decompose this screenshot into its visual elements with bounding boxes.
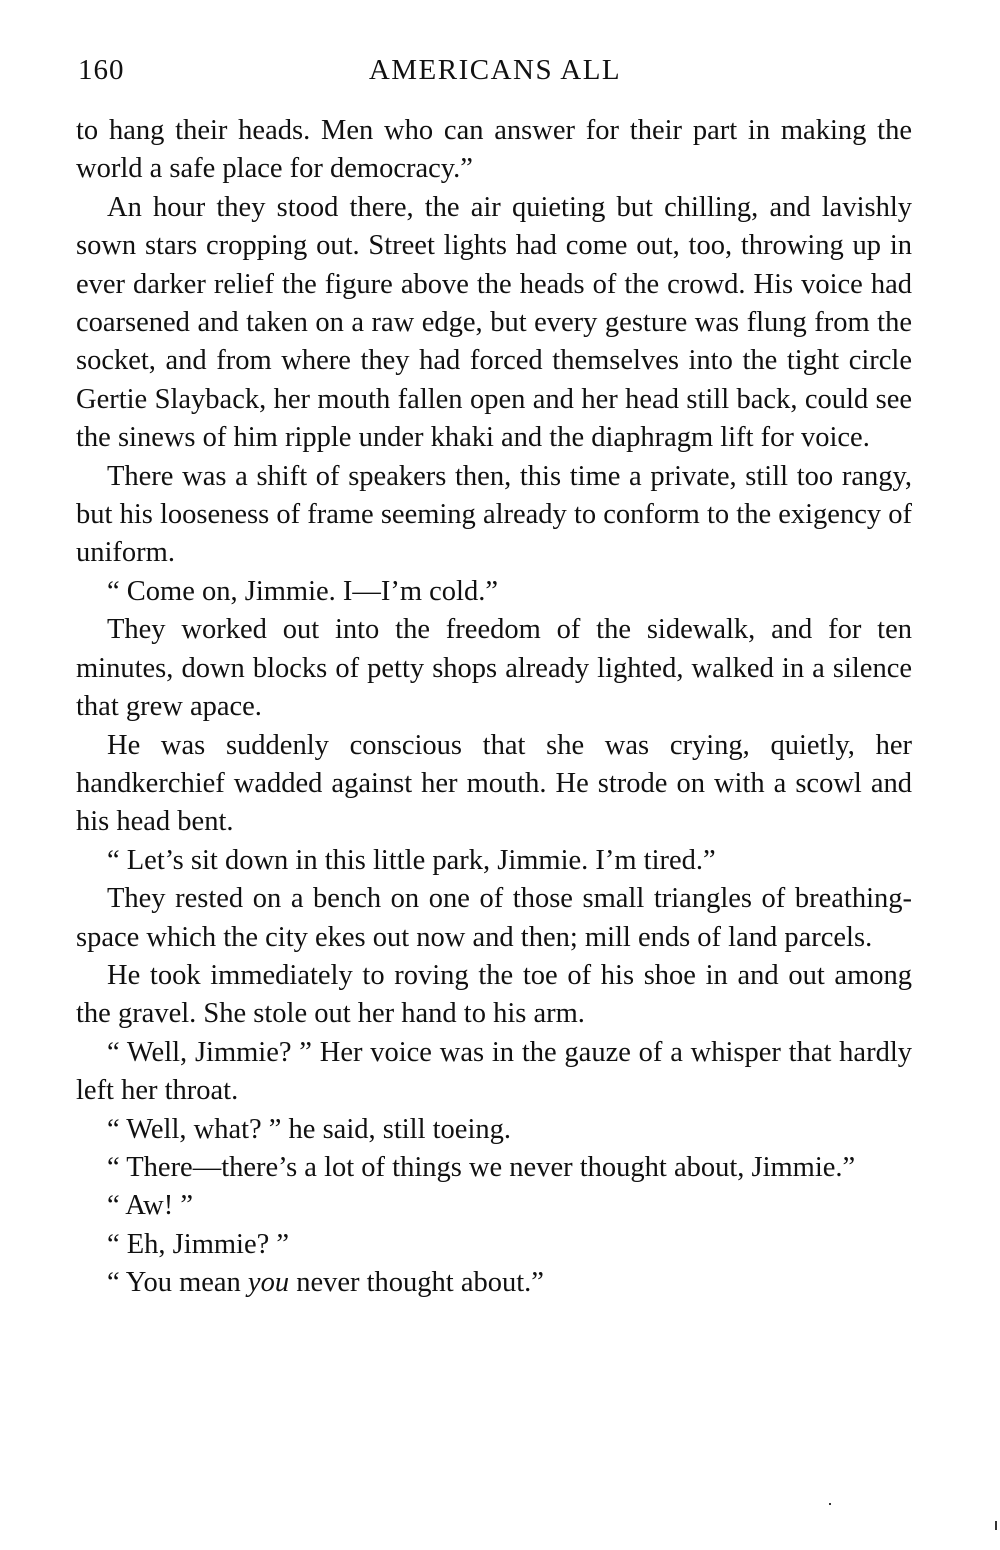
paragraph: He took immediately to roving the toe of his shoe in and out among the gravel. She stole out her hand to his arm. [76,959,912,1030]
paragraph: “ Come on, Jimmie. I—I’m cold.” [107,575,498,607]
page-number: 160 [78,54,125,86]
paragraph: They rested on a bench on one of those small triangles of breathing-space which the city ekes out now and then; mill ends of land parcels. [76,883,912,953]
print-speck [829,1503,831,1505]
page-header [78,54,912,94]
body-text [76,112,912,1303]
running-title: AMERICANS ALL [368,54,622,86]
paragraph: “ Well, what? ” he said, still toeing. [107,1113,511,1145]
paragraph-last [76,1264,912,1302]
emphasis-word: you [247,1267,290,1299]
paragraph: to hang their heads. Men who can answer for their part in making the world a safe place for democracy.” [76,115,912,185]
paragraph: An hour they stood there, the air quieting but chilling, and lavishly sown stars cropping out. Street lights had come out, too, throwing up in ever darker relief the figure above the heads of the crowd. His voice had coarsened and taken on a raw edge, but every gesture was flung from the socket, and from where they had forced themselves into the tight circle Gertie Slayback, her mouth fallen open and her head still back, could see the sinews of him ripple under khaki and the diaphragm lift for voice. [76,191,912,454]
paragraph: “ Let’s sit down in this little park, Jimmie. I’m tired.” [107,844,716,876]
paragraph: He was suddenly conscious that she was crying, quietly, her handkerchief wadded against her mouth. He strode on with a scowl and his head bent. [76,729,912,838]
text-run: “ You mean [107,1267,248,1299]
paragraph: There was a shift of speakers then, this time a private, still too rangy, but his looseness of frame seeming already to conform to the exigency of uniform. [76,460,912,569]
print-speck [995,1521,997,1530]
paragraph: They worked out into the freedom of the sidewalk, and for ten minutes, down blocks of petty shops already lighted, walked in a silence that grew apace. [76,614,912,723]
text-run: never thought about.” [289,1267,544,1299]
paragraph: “ Aw! ” [107,1190,194,1222]
paragraph: “ Eh, Jimmie? ” [107,1228,290,1260]
paragraph: “ There—there’s a lot of things we never thought about, Jimmie.” [107,1151,856,1183]
paragraph: “ Well, Jimmie? ” Her voice was in the gauze of a whisper that hardly left her throat. [76,1036,912,1107]
